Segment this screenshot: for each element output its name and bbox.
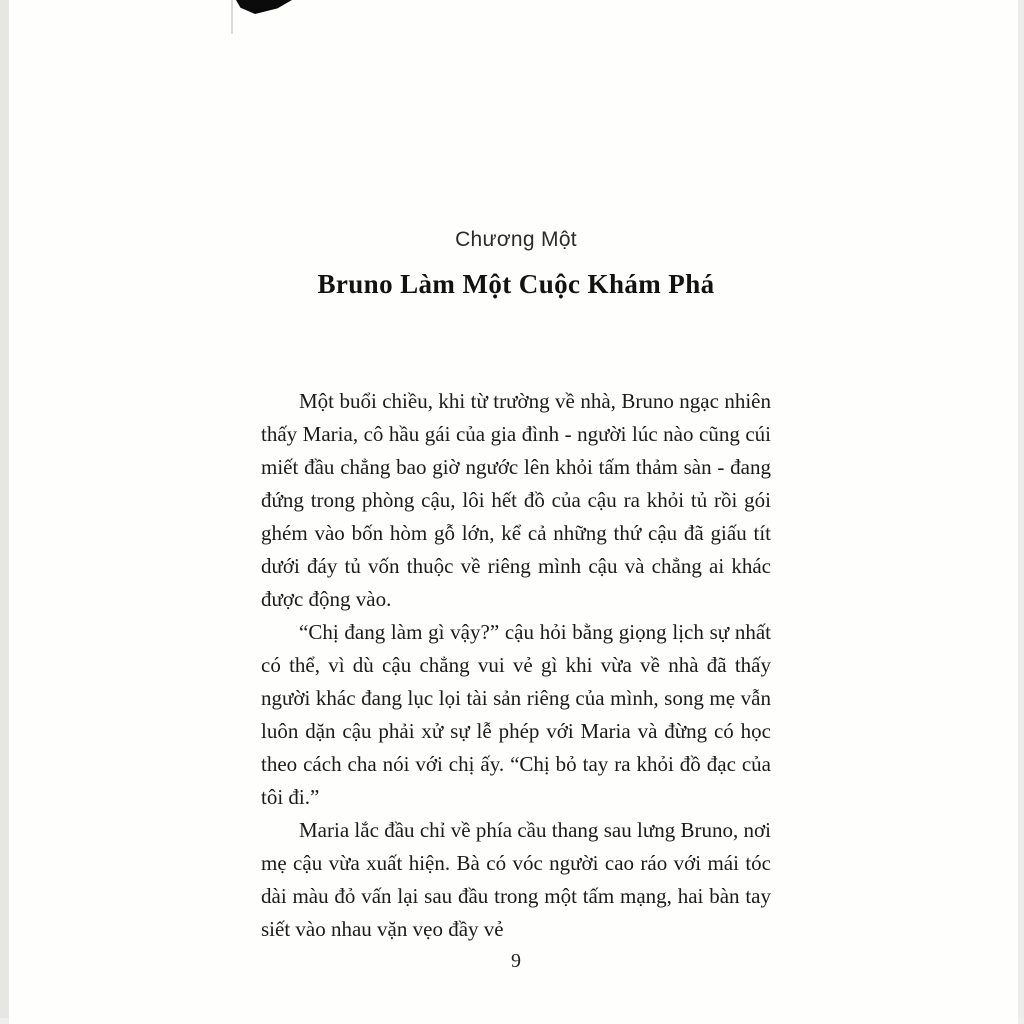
page-number: 9: [511, 950, 521, 972]
photo-edge-left: [0, 0, 9, 1024]
body-text: [261, 385, 771, 946]
photo-edge-right: [1018, 0, 1024, 1024]
paragraph-1: Một buổi chiều, khi từ trường về nhà, Bruno ngạc nhiên thấy Maria, cô hầu gái của gia đình - người lúc nào cũng cúi miết đầu chẳng bao giờ ngước lên khỏi tấm thảm sàn - đang đứng trong phòng cậu, lôi hết đồ của cậu ra khỏi tủ rồi gói ghém vào bốn hòm gỗ lớn, kể cả những thứ cậu đã giấu tít dưới đáy tủ vốn thuộc về riêng mình cậu và chẳng ai khác được động vào.: [261, 389, 771, 611]
paragraph-3: Maria lắc đầu chỉ về phía cầu thang sau lưng Bruno, nơi mẹ cậu vừa xuất hiện. Bà có vóc người cao ráo với mái tóc dài màu đỏ vấn lại sau đầu trong một tấm mạng, hai bàn tay siết vào nhau vặn vẹo đầy vẻ: [261, 818, 771, 941]
page-content: [261, 0, 771, 946]
paragraph-2: “Chị đang làm gì vậy?” cậu hỏi bằng giọng lịch sự nhất có thể, vì dù cậu chẳng vui vẻ gì khi vừa về nhà đã thấy người khác đang lục lọi tài sản riêng của mình, song mẹ vẫn luôn dặn cậu phải xử sự lễ phép với Maria và đừng có học theo cách cha nói với chị ấy. “Chị bỏ tay ra khỏi đồ đạc của tôi đi.”: [261, 620, 771, 809]
page-edge-shadow: [231, 0, 233, 34]
book-page: [9, 0, 1018, 1024]
chapter-title: Bruno Làm Một Cuộc Khám Phá: [317, 269, 715, 299]
chapter-label: Chương Một: [455, 228, 577, 251]
